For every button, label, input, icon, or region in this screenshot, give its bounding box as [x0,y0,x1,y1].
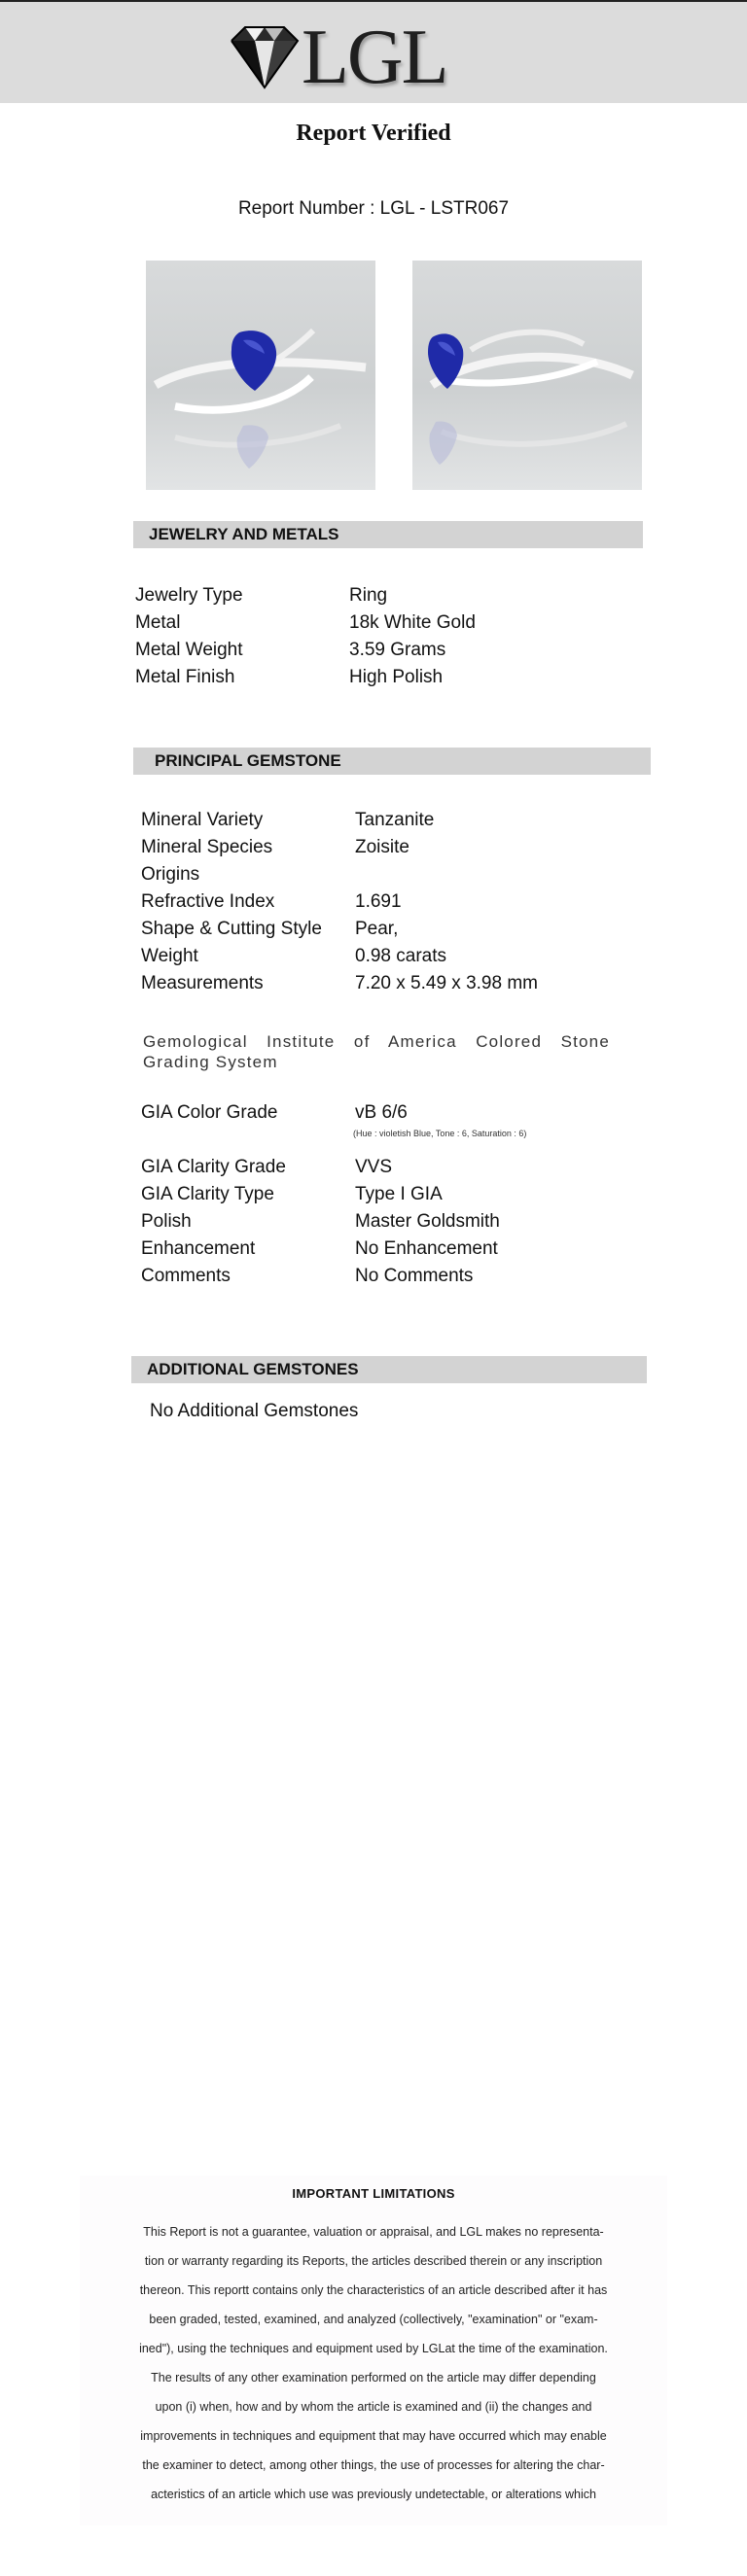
enhancement-value: No Enhancement [355,1238,498,1259]
lgl-logo [226,15,479,100]
shape-cutting-label: Shape & Cutting Style [141,919,322,939]
limitations-line: This Report is not a guarantee, valuation or appraisal, and LGL makes no representa- [143,2225,604,2239]
metal-label: Metal [135,612,181,633]
mineral-variety-value: Tanzanite [355,810,435,830]
gia-system-text: Gemological Institute of America Colored Stone Grading System [143,1032,610,1071]
origins-label: Origins [141,864,200,885]
additional-section-heading: ADDITIONAL GEMSTONES [131,1356,647,1383]
enhancement-label: Enhancement [141,1238,256,1259]
comments-label: Comments [141,1266,231,1286]
comments-value: No Comments [355,1266,474,1286]
gia-clarity-type-label: GIA Clarity Type [141,1184,274,1204]
metal-value: 18k White Gold [349,612,476,633]
gia-color-grade-note: (Hue : violetish Blue, Tone : 6, Saturation : 6) [353,1129,527,1138]
limitations-line: the examiner to detect, among other things, the use of processes for altering the char- [142,2458,605,2472]
limitations-line: ined"), using the techniques and equipment used by LGLat the time of the examination. [139,2342,608,2355]
gia-color-grade-label: GIA Color Grade [141,1102,278,1123]
refractive-index-label: Refractive Index [141,891,275,912]
gia-clarity-grade-label: GIA Clarity Grade [141,1157,286,1177]
logo-text: LGL [302,15,447,100]
metal-finish-value: High Polish [349,667,444,687]
shape-cutting-value: Pear, [355,919,399,939]
refractive-index-value: 1.691 [355,891,402,912]
limitations-line: thereon. This reportt contains only the characteristics of an article described after it has [139,2283,608,2297]
polish-value: Master Goldsmith [355,1211,500,1232]
gia-clarity-type-value: Type I GIA [355,1184,443,1204]
diamond-icon [226,23,303,91]
metal-finish-label: Metal Finish [135,667,235,687]
mineral-species-value: Zoisite [355,837,409,857]
limitations-line: been graded, tested, examined, and analyzed (collectively, "examination" or "exam- [149,2313,598,2326]
metal-weight-value: 3.59 Grams [349,640,446,660]
principal-section-heading: PRINCIPAL GEMSTONE [133,748,651,775]
weight-label: Weight [141,946,198,966]
weight-value: 0.98 carats [355,946,446,966]
metal-weight-label: Metal Weight [135,640,243,660]
ring-photo-front [146,261,375,490]
limitations-line: upon (i) when, how and by whom the article is examined and (ii) the changes and [155,2400,592,2414]
header-bar [0,0,747,103]
jewelry-type-label: Jewelry Type [135,585,243,606]
gia-clarity-grade-value: VVS [355,1157,393,1177]
mineral-species-label: Mineral Species [141,837,273,857]
page-title: Report Verified [296,121,451,146]
report-number: Report Number : LGL - LSTR067 [237,198,510,219]
measurements-label: Measurements [141,973,264,993]
limitations-heading: IMPORTANT LIMITATIONS [292,2186,455,2201]
additional-gemstones-text: No Additional Gemstones [150,1401,359,1421]
limitations-line: The results of any other examination performed on the article may differ depending [151,2371,596,2385]
jewelry-section-heading: JEWELRY AND METALS [133,521,643,548]
gia-color-grade-value: vB 6/6 [355,1102,408,1123]
jewelry-type-value: Ring [349,585,388,606]
limitations-line: tion or warranty regarding its Reports, the articles described therein or any inscription [144,2254,603,2268]
measurements-value: 7.20 x 5.49 x 3.98 mm [355,973,538,993]
mineral-variety-label: Mineral Variety [141,810,264,830]
limitations-line: acteristics of an article which use was previously undetectable, or alterations which [151,2488,596,2501]
ring-photo-side [412,261,642,490]
limitations-line: improvements in techniques and equipment that may have occurred which may enable [140,2429,607,2443]
polish-label: Polish [141,1211,192,1232]
